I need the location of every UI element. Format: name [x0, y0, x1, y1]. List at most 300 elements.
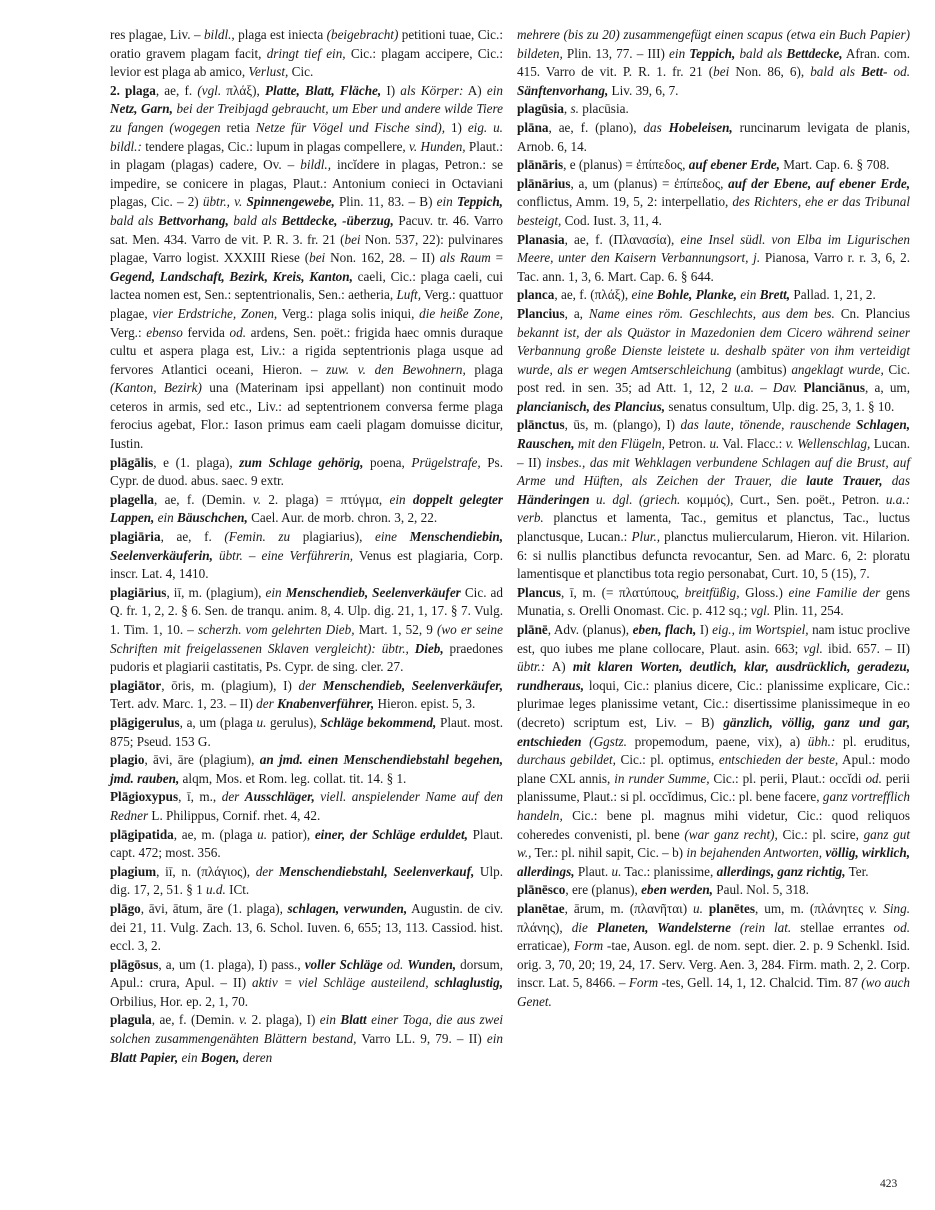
entry-emphasis: plānctus: [517, 417, 565, 433]
entry-text: perii planissume, Plaut.: si pl. occĭdimus, Cic.: pl. bene facere,: [517, 770, 910, 805]
entry-text: ibid. 657. – II): [822, 640, 910, 656]
entry-emphasis: (wo er seine Schriften mit freigelassenen Sklaven vergleicht):: [110, 622, 503, 656]
entry-text: Augustin. de civ. dei 21, 11. Vulg. Zach. 13, 6. Schol. Iuven. 6, 655; 13, 113. Cassiod. hist. eccl. 3, 2.: [110, 900, 503, 954]
entry-text: Non. 86, 6),: [729, 64, 811, 80]
entry-text: , Adv. (planus),: [547, 622, 633, 637]
entry-emphasis: plagella: [110, 491, 154, 507]
entry-emphasis: ein: [265, 584, 282, 600]
entry-emphasis: scherzh. vom gelehrten Dieb,: [197, 622, 355, 637]
entry-text: nam istuc proclive est, quo iubes me plane collocare, Plaut. asin. 663;: [517, 622, 910, 656]
entry-text: Ter.: pl. nihil sapit, Cic. – b): [531, 845, 687, 861]
entry-text: [883, 473, 892, 488]
entry-emphasis: als Raum: [439, 250, 491, 266]
entry-emphasis: Menschendiebin, Seelenverkäuferin,: [110, 529, 503, 563]
entry-text: ardens, Sen. poët.: frigida haec omnis duraque cultu et aspera plaga est, Liv.: a rigida septentrionis plaga usque ad fervores Atlantici oceani, Hieron. –: [110, 324, 503, 377]
entry-emphasis: ein: [181, 1049, 198, 1065]
entry-emphasis: mit den Flügeln,: [577, 436, 665, 452]
entry-text: , e (1. plaga),: [153, 454, 240, 470]
entry-emphasis: mehrere (bis zu 20) zusammengefügt einen scapus (etwa ein Buch Papier) bildeten,: [517, 27, 910, 61]
entry-text: Pianosa, Varro r. r. 3, 6, 2. Tac. ann. 1, 3, 6. Mart. Cap. 6. § 644.: [517, 250, 911, 284]
entry-emphasis: laute Trauer,: [806, 473, 883, 489]
entry-text: planctus muliercularum, Hieron. vit. Hilarion. 6: si nullis planctibus defuncta revocantur, Sen. ad Marc. 6, 2: ploratu lamentisque et planctibus tota regio personabat, Curt. 10, 5 (15), 7.: [517, 529, 910, 582]
dictionary-entry: [110, 677, 503, 714]
entry-text: Ulp. dig. 17, 2, 51. § 1: [110, 863, 503, 898]
entry-emphasis: an jmd.: [259, 752, 303, 768]
entry-emphasis: einen Menschendiebstahl begehen, jmd. rauben,: [110, 752, 504, 786]
entry-text: Cic. ad Q. fr. 1, 2, 2. § 6. Sen. de tranqu. anim. 8, 4. Ulp. dig. 21, 1, 17. § 7. Vulg. 1. Tim. 1, 10. –: [110, 584, 504, 637]
entry-emphasis: Name eines röm. Geschlechts, aus dem bes.: [588, 305, 835, 321]
entry-emphasis: vgl.: [803, 640, 823, 656]
entry-text: erraticae),: [517, 938, 574, 954]
dictionary-entry: [517, 881, 910, 900]
entry-text: Val. Flacc.:: [719, 436, 786, 452]
entry-emphasis: (vgl.: [197, 82, 222, 98]
dictionary-entry: [110, 584, 503, 677]
entry-text: [797, 473, 806, 488]
dictionary-entry: [110, 788, 503, 825]
dictionary-entry: [110, 751, 503, 788]
entry-emphasis: Form: [573, 938, 604, 954]
entry-text: Pacuv. tr. 46. Varro sat. Men. 434. Varro de vit. P. R. 3. fr. 21 (: [110, 212, 504, 247]
entry-emphasis: (beigebracht): [326, 27, 399, 42]
entry-text: Non. 537, 22): pulvinares plagae, Varro logist. XXXIII Riese (: [110, 231, 504, 266]
entry-emphasis: Menschendiebstahl, Seelenverkauf,: [278, 863, 475, 879]
entry-emphasis: Netze für Vögel und Fische sind),: [255, 119, 446, 135]
entry-text: Plaut. capt. 472; most. 356.: [110, 826, 504, 861]
entry-emphasis: Knabenverführer,: [277, 696, 375, 712]
entry-emphasis: bei: [713, 64, 730, 80]
entry-emphasis: Bogen,: [200, 1049, 240, 1065]
entry-text: , ūs, m. (plango), I): [564, 417, 681, 433]
entry-emphasis: bekannt ist, der als Quästor in Mazedonien dem Cicero während seiner Verbannung große Dienste leistete u. deshalb später von ihm verteidigt wurde, als er wegen Amtserschleichung: [517, 324, 910, 377]
dictionary-entry: [517, 156, 910, 175]
entry-emphasis: Prügelstrafe,: [411, 454, 481, 470]
entry-emphasis: ein: [486, 1031, 503, 1047]
entry-text: Cod. Iust. 3, 11, 4.: [561, 212, 662, 228]
entry-text: Mart. 1, 52, 9: [354, 622, 437, 637]
entry-text: Cic. post red. in sen. 35; ad Att. 1, 12, 2: [517, 361, 910, 396]
entry-emphasis: Dieb,: [414, 640, 444, 656]
entry-emphasis: u.: [709, 436, 720, 452]
entry-text: propemodum, paene, vix), a): [626, 733, 808, 749]
dictionary-entry: [110, 900, 503, 956]
entry-emphasis: Planciānus: [803, 380, 865, 396]
entry-emphasis: ein: [740, 287, 757, 303]
entry-text: pl. eruditus,: [835, 733, 910, 749]
dictionary-entry: [517, 584, 910, 621]
dictionary-entry: [110, 826, 503, 863]
entry-text: alqm, Mos. et Rom. leg. collat. tit. 14. § 1.: [179, 770, 407, 786]
entry-emphasis: u.d.: [205, 882, 226, 898]
entry-text: Tac.: planissime,: [621, 863, 717, 879]
entry-emphasis: Dav.: [772, 380, 798, 396]
entry-emphasis: Hobeleisen,: [668, 119, 733, 135]
dictionary-entry: [517, 26, 910, 100]
entry-emphasis: Plāgioxypus: [110, 789, 179, 805]
entry-emphasis: Plancius: [517, 305, 565, 321]
entry-emphasis: Blatt: [340, 1012, 367, 1028]
dictionary-entry: [110, 454, 503, 491]
entry-emphasis: aktiv = viel Schläge austeilend,: [252, 975, 429, 991]
entry-text: Cic.: pl. scire,: [777, 826, 864, 842]
entry-emphasis: Planeten, Wandelsterne: [596, 919, 731, 935]
entry-emphasis: plāgigerulus: [110, 714, 180, 730]
entry-emphasis: v. Wellenschlag,: [785, 436, 871, 452]
entry-emphasis: einer Toga, die aus zwei solchen zusammengenähten Blättern bestand,: [110, 1012, 503, 1047]
entry-text: Hieron. epist. 5, 3.: [374, 696, 476, 712]
entry-emphasis: planētes: [708, 900, 756, 916]
entry-emphasis: Verlust,: [248, 64, 289, 80]
entry-text: planctus et lamenta, Tac., gemitus et planctus, Tac., luctus planctusque, Lucan.:: [517, 510, 910, 545]
entry-text: -tes, Gell. 14, 1, 12. Chalcid. Tim. 87: [658, 975, 862, 991]
dictionary-entry: [110, 528, 503, 584]
entry-text: =: [490, 250, 504, 266]
entry-emphasis: plānārius: [517, 175, 571, 191]
entry-emphasis: das: [891, 473, 911, 489]
entry-emphasis: ganz gut w.,: [517, 826, 911, 861]
entry-text: stellae errantes: [791, 919, 894, 935]
entry-emphasis: bei der Treibjagd gebraucht, um Eber und andere wilde Tiere zu fangen (wogegen: [110, 101, 503, 135]
entry-emphasis: breitfüßig,: [684, 584, 740, 600]
entry-emphasis: vier Erdstriche, Zonen,: [152, 305, 278, 321]
dictionary-entry: [110, 26, 503, 82]
entry-text: Varro LL. 9, 79. – II): [356, 1031, 487, 1047]
dictionary-entry: [517, 416, 910, 583]
dictionary-entry: [517, 119, 910, 156]
entry-emphasis: od.: [893, 64, 910, 80]
entry-emphasis: bildl.,: [203, 27, 235, 42]
entry-text: I): [381, 82, 401, 98]
entry-emphasis: planētae: [517, 900, 565, 916]
entry-text: dorsum, Apul.: crura, Apul. – II): [110, 956, 504, 991]
entry-emphasis: plagium: [110, 863, 157, 879]
entry-text: Mart. Cap. 6. § 708.: [779, 157, 890, 173]
entry-emphasis: auf der Ebene, auf ebener Erde,: [728, 175, 910, 191]
entry-emphasis: die heiße Zone,: [419, 305, 504, 321]
entry-text: , āvi, ātum, āre (1. plaga),: [140, 900, 288, 916]
entry-emphasis: (war ganz recht),: [684, 826, 778, 842]
entry-text: fervida: [182, 324, 230, 340]
entry-text: , ae, f. (Πλανασία),: [564, 231, 681, 247]
entry-emphasis: des Richters, ehe er das Tribunal besteigt,: [517, 194, 910, 228]
dictionary-entry: [517, 231, 910, 287]
dictionary-entry: [517, 621, 910, 881]
entry-text: tendere plagas, Cic.: lupum in plagas compellere,: [141, 138, 410, 154]
entry-emphasis: auf ebener Erde,: [688, 157, 780, 173]
entry-emphasis: bei: [344, 231, 361, 247]
entry-emphasis: plāgipatida: [110, 826, 174, 842]
entry-emphasis: in runder Summe,: [614, 770, 710, 786]
entry-emphasis: plagula: [110, 1012, 152, 1028]
entry-text: Gloss.): [739, 584, 789, 600]
entry-emphasis: u.: [256, 714, 267, 730]
entry-emphasis: Bäuschchen,: [177, 510, 248, 526]
entry-emphasis: u.: [257, 826, 268, 842]
entry-emphasis: Gegend, Landschaft, Bezirk, Kreis, Kanton,: [110, 268, 353, 284]
dictionary-entry: [110, 491, 503, 528]
entry-text: , um, m. (πλάνητες: [755, 900, 870, 916]
entry-text: , iī, n. (πλάγιος),: [156, 863, 256, 879]
entry-emphasis: s.: [570, 101, 579, 117]
entry-text: I): [696, 622, 713, 637]
entry-text: Cic.: pl. perii, Plaut.: occĭdi: [709, 770, 866, 786]
entry-text: κομμός), Curt., Sen. poët., Petron.: [680, 491, 886, 507]
entry-emphasis: ein: [436, 194, 453, 210]
entry-emphasis: übtr. – eine Verführerin,: [218, 547, 354, 563]
entry-emphasis: übtr.:: [517, 659, 546, 675]
entry-text: , ōris, m. (plagium), I): [161, 677, 299, 693]
entry-text: conflictus, Amm. 19, 5, 2: interpellatio,: [517, 194, 733, 210]
entry-emphasis: angeklagt wurde,: [791, 361, 884, 377]
entry-emphasis: v.: [239, 1012, 248, 1028]
entry-emphasis: Spinnengewebe,: [246, 194, 335, 210]
entry-text: patior),: [267, 826, 315, 842]
entry-text: Orelli Onomast. Cic. p. 412 sq.;: [575, 603, 751, 619]
entry-text: Apul.: modo plane CXL annis,: [517, 752, 911, 786]
entry-emphasis: in bejahenden Antworten,: [686, 845, 823, 861]
entry-text: ,: [563, 101, 571, 117]
entry-emphasis: Bettdecke, -überzug,: [281, 212, 394, 228]
entry-text: (ambitus): [731, 361, 792, 377]
entry-emphasis: Teppich,: [456, 194, 503, 210]
entry-emphasis: eig. u. bildl.:: [110, 119, 503, 154]
entry-text: Cn. Plancius: [834, 305, 911, 321]
entry-text: [662, 120, 669, 135]
entry-emphasis: (rein lat.: [739, 919, 792, 935]
entry-text: plaga: [465, 361, 503, 377]
entry-text: 1): [445, 119, 468, 135]
entry-text: Venus est plagiaria, Corp. inscr. Lat. 4, 1410.: [110, 547, 503, 582]
entry-emphasis: voller Schläge: [304, 956, 383, 972]
entry-emphasis: deren: [242, 1049, 273, 1065]
entry-emphasis: plāgo: [110, 900, 141, 916]
entry-text: [731, 920, 740, 935]
entry-text: Plin. 11, 83. – B): [334, 194, 437, 210]
entry-emphasis: od.: [865, 770, 882, 786]
entry-text: Non. 162, 28. – II): [325, 250, 440, 266]
entry-emphasis: Blatt Papier,: [110, 1049, 179, 1065]
entry-emphasis: plānēsco: [517, 882, 566, 898]
entry-emphasis: Platte, Blatt, Fläche,: [265, 82, 382, 98]
entry-emphasis: das laute, tönende, rauschende: [680, 417, 851, 433]
entry-text: , a, um (planus) = ἐπίπεδος,: [570, 175, 729, 191]
entry-text: , ae, f. (πλάξ),: [554, 287, 632, 303]
entry-emphasis: Luft,: [396, 287, 422, 303]
entry-text: praedones pudoris et plagiarii castitatis, Ps. Cypr. de sing. cler. 27.: [110, 640, 504, 675]
entry-text: , ere (planus),: [565, 882, 642, 898]
entry-text: ICt.: [225, 882, 250, 898]
dictionary-entry: [110, 1011, 503, 1067]
entry-emphasis: zum Schlage gehörig,: [239, 454, 364, 470]
entry-emphasis: plāgālis: [110, 454, 154, 470]
entry-emphasis: eine: [631, 287, 654, 303]
entry-text: , ī, m.,: [178, 789, 222, 805]
entry-emphasis: Wunden,: [407, 956, 457, 972]
entry-emphasis: v.: [252, 491, 261, 507]
entry-text: Cic.: bene pl. magnus mihi videtur, Cic.: quod reliquos coheredes convenisti, pl. bene: [517, 807, 910, 842]
entry-emphasis: Plancus: [517, 584, 561, 600]
entry-emphasis: u. dgl. (griech.: [596, 491, 681, 507]
entry-text: petitioni tuae, Cic.: oratio gravem plagam facit,: [110, 27, 503, 61]
entry-emphasis: od.: [893, 919, 911, 935]
entry-text: , ae, f.: [160, 529, 225, 545]
entry-text: , a, um (1. plaga), I) pass.,: [158, 956, 305, 972]
dictionary-entry: [110, 82, 503, 454]
entry-text: πλάνης),: [517, 919, 572, 935]
entry-emphasis: bald als: [810, 64, 856, 80]
entry-text: Verg.: quattuor plagae,: [110, 287, 503, 321]
entry-emphasis: ein: [319, 1012, 336, 1028]
entry-emphasis: plāgōsus: [110, 956, 159, 972]
entry-text: Lucan. – II): [517, 436, 910, 470]
entry-emphasis: v. Hunden,: [409, 138, 466, 154]
entry-text: A): [463, 82, 487, 98]
entry-text: –: [753, 380, 773, 396]
entry-text: , ae, f. (Demin.: [151, 1012, 240, 1028]
entry-emphasis: s.: [567, 603, 576, 619]
entry-emphasis: plagiātor: [110, 677, 162, 693]
entry-text: [588, 920, 597, 935]
entry-emphasis: bildl.,: [300, 157, 332, 173]
entry-emphasis: mit klaren Worten, deutlich, klar, ausdrücklich, geradezu, rundheraus,: [517, 659, 910, 693]
entry-emphasis: Bett-: [861, 64, 888, 80]
entry-emphasis: ein: [669, 45, 686, 61]
entry-emphasis: ebenso: [146, 324, 183, 340]
entry-emphasis: Netz, Garn,: [110, 101, 173, 117]
entry-emphasis: der: [221, 789, 240, 805]
entry-text: , a, um,: [864, 380, 910, 396]
entry-emphasis: (Femin. zu: [224, 529, 291, 545]
entry-emphasis: das: [643, 119, 662, 135]
entry-text: Petron.: [664, 436, 710, 452]
entry-emphasis: plagūsia: [517, 101, 564, 117]
entry-emphasis: schlagen, verwunden,: [287, 900, 408, 916]
entry-text: Paul. Nol. 5, 318.: [712, 882, 809, 898]
entry-text: plagiarius),: [290, 529, 375, 545]
entry-text: , iī, m. (plagium),: [166, 584, 266, 600]
entry-text: , ae, f. (Demin.: [153, 491, 253, 507]
entry-text: Plin. 13, 77. – III): [562, 45, 670, 61]
page-number: 423: [880, 1178, 898, 1190]
entry-emphasis: Schlagen, Rauschen,: [517, 417, 910, 452]
entry-emphasis: eine: [375, 529, 397, 545]
entry-text: Verg.: plaga solis iniqui,: [277, 305, 420, 321]
entry-emphasis: doppelt gelegter Lappen,: [110, 491, 504, 526]
entry-emphasis: durchaus gebildet,: [517, 752, 616, 768]
entry-emphasis: Form: [628, 975, 659, 991]
entry-emphasis: Sänftenvorhang,: [517, 82, 609, 98]
entry-emphasis: einer, der Schläge erduldet,: [314, 826, 468, 842]
entry-text: Ter.: [845, 863, 869, 879]
entry-text: Pallad. 1, 21, 2.: [790, 287, 876, 303]
entry-emphasis: Planasia: [517, 231, 565, 247]
entry-emphasis: der: [256, 696, 274, 712]
dictionary-entry: [517, 305, 910, 417]
entry-text: , a,: [564, 305, 589, 321]
entry-emphasis: plagiāria: [110, 529, 161, 545]
entry-text: -tae, Auson. egl. de nom. sept. dier. 2. p. 9 Schenkl. Isid. orig. 3, 70, 20; 19, 24, 17. Serv. Verg. Aen. 3, 284. Firm. math. 2, 2. Corp. inscr. Lat. 5, 8466. –: [517, 938, 910, 991]
entry-text: senatus consultum, Ulp. dig. 25, 3, 1. § 10.: [665, 398, 895, 414]
entry-text: poena,: [363, 454, 412, 470]
entry-emphasis: od.: [229, 324, 247, 340]
entry-emphasis: viell. anspielender Name auf den Redner: [110, 789, 503, 823]
entry-emphasis: eben, flach,: [632, 622, 697, 637]
entry-emphasis: schlaglustig,: [434, 975, 503, 991]
entry-emphasis: Ausschläger,: [244, 789, 315, 805]
entry-text: una (Materinam ipsi appellant) non continuit modo ceteros in armis, sed etc., Liv.: ad septentrionem conversa ferme plaga ferocius agebat, Flor.: Iason primus eam caeli plagam domuisse dicitur, Iustin.: [110, 380, 503, 452]
entry-emphasis: Menschendieb, Seelenverkäufer: [285, 584, 461, 600]
entry-emphasis: plagiārius: [110, 584, 167, 600]
entry-emphasis: ganz vortrefflich handeln,: [517, 789, 910, 823]
entry-text: placūsia.: [578, 101, 629, 117]
dictionary-entry: [517, 100, 910, 119]
entry-emphasis: ein: [486, 82, 503, 98]
entry-text: Cael. Aur. de morb. chron. 3, 2, 22.: [247, 510, 438, 526]
entry-emphasis: völlig, wirklich, allerdings,: [517, 845, 911, 879]
entry-text: gens Munatia,: [517, 584, 911, 619]
entry-text: A): [545, 659, 573, 675]
entry-emphasis: entschieden der beste,: [718, 752, 839, 768]
entry-emphasis: Teppich,: [689, 45, 736, 61]
entry-emphasis: der: [298, 677, 317, 693]
dictionary-entry: [110, 956, 503, 1012]
entry-emphasis: Brett,: [759, 287, 791, 303]
entry-emphasis: Schläge bekommend,: [320, 714, 437, 730]
dictionary-entry: [110, 863, 503, 900]
entry-text: [397, 529, 410, 544]
entry-text: , ae, f. (plano),: [548, 119, 644, 135]
entry-emphasis: insbes., das mit Wehklagen verbundene Schlagen auf die Brust, auf Arme und Hüften, als Zeichen der Trauer, die: [517, 454, 910, 489]
entry-text: , ārum, m. (πλανῆται): [564, 900, 694, 916]
entry-text: Liv. 39, 6, 7.: [608, 82, 679, 98]
entry-emphasis: od.: [386, 956, 404, 972]
entry-text: Cic.: [288, 64, 314, 80]
entry-text: caeli, Cic.: plaga caeli, cui lactea nomen est, Sen.: septentrionalis, Sen.: aetheria,: [110, 268, 503, 303]
entry-emphasis: plagio: [110, 752, 145, 768]
entry-text: Cic.: plagam accipere, Cic.: levior est plaga ab amico,: [110, 45, 504, 80]
entry-emphasis: Menschendieb, Seelenverkäufer,: [322, 677, 504, 693]
entry-text: loqui, Cic.: planius dicere, Cic.: planissime explicare, Cic.: plurimae leges planissime vetant, Cic.: disertissime planissimeque in eo (decreto) scriptum est, Liv. – B): [517, 677, 910, 730]
entry-emphasis: 2. plaga: [110, 82, 156, 98]
entry-text: res plagae, Liv. –: [110, 27, 204, 42]
entry-emphasis: der: [255, 863, 274, 879]
entry-emphasis: bald als: [110, 212, 154, 228]
entry-text: , ae, m. (plaga: [173, 826, 258, 842]
entry-emphasis: u.: [611, 863, 622, 879]
entry-text: Ps. Cypr. de duod. abus. saec. 9 extr.: [110, 454, 503, 489]
entry-text: Plaut. most. 875; Pseud. 153 G.: [110, 714, 503, 749]
entry-text: Tert. adv. Marc. 1, 23. – II): [110, 696, 257, 712]
entry-text: Verg.:: [110, 324, 147, 340]
entry-emphasis: plāna: [517, 119, 549, 135]
entry-emphasis: plancianisch, des Plancius,: [517, 398, 666, 414]
entry-emphasis: planca: [517, 287, 555, 303]
entry-text: incĭdere in plagas, Petron.: se impedire, se conicere in plagas, Plaut.: Antonium conieci in Octaviani plagas, Cic. – 2): [110, 157, 503, 210]
entry-emphasis: bald als: [739, 45, 783, 61]
entry-emphasis: v. Sing.: [869, 900, 910, 916]
entry-emphasis: Bettvorhang,: [158, 212, 229, 228]
entry-text: , ae, f.: [155, 82, 198, 98]
entry-text: [316, 678, 323, 693]
entry-text: Cic.: pl. optimus,: [615, 752, 719, 768]
entry-text: runcinarum levigata de planis, Arnob. 6, 14.: [517, 119, 910, 154]
entry-emphasis: die: [571, 919, 588, 935]
entry-text: [406, 492, 413, 507]
entry-emphasis: bald als: [233, 212, 277, 228]
entry-text: gerulus),: [266, 714, 321, 730]
entry-emphasis: Bettdecke,: [786, 45, 843, 61]
entry-emphasis: übtr., v.: [202, 194, 243, 210]
